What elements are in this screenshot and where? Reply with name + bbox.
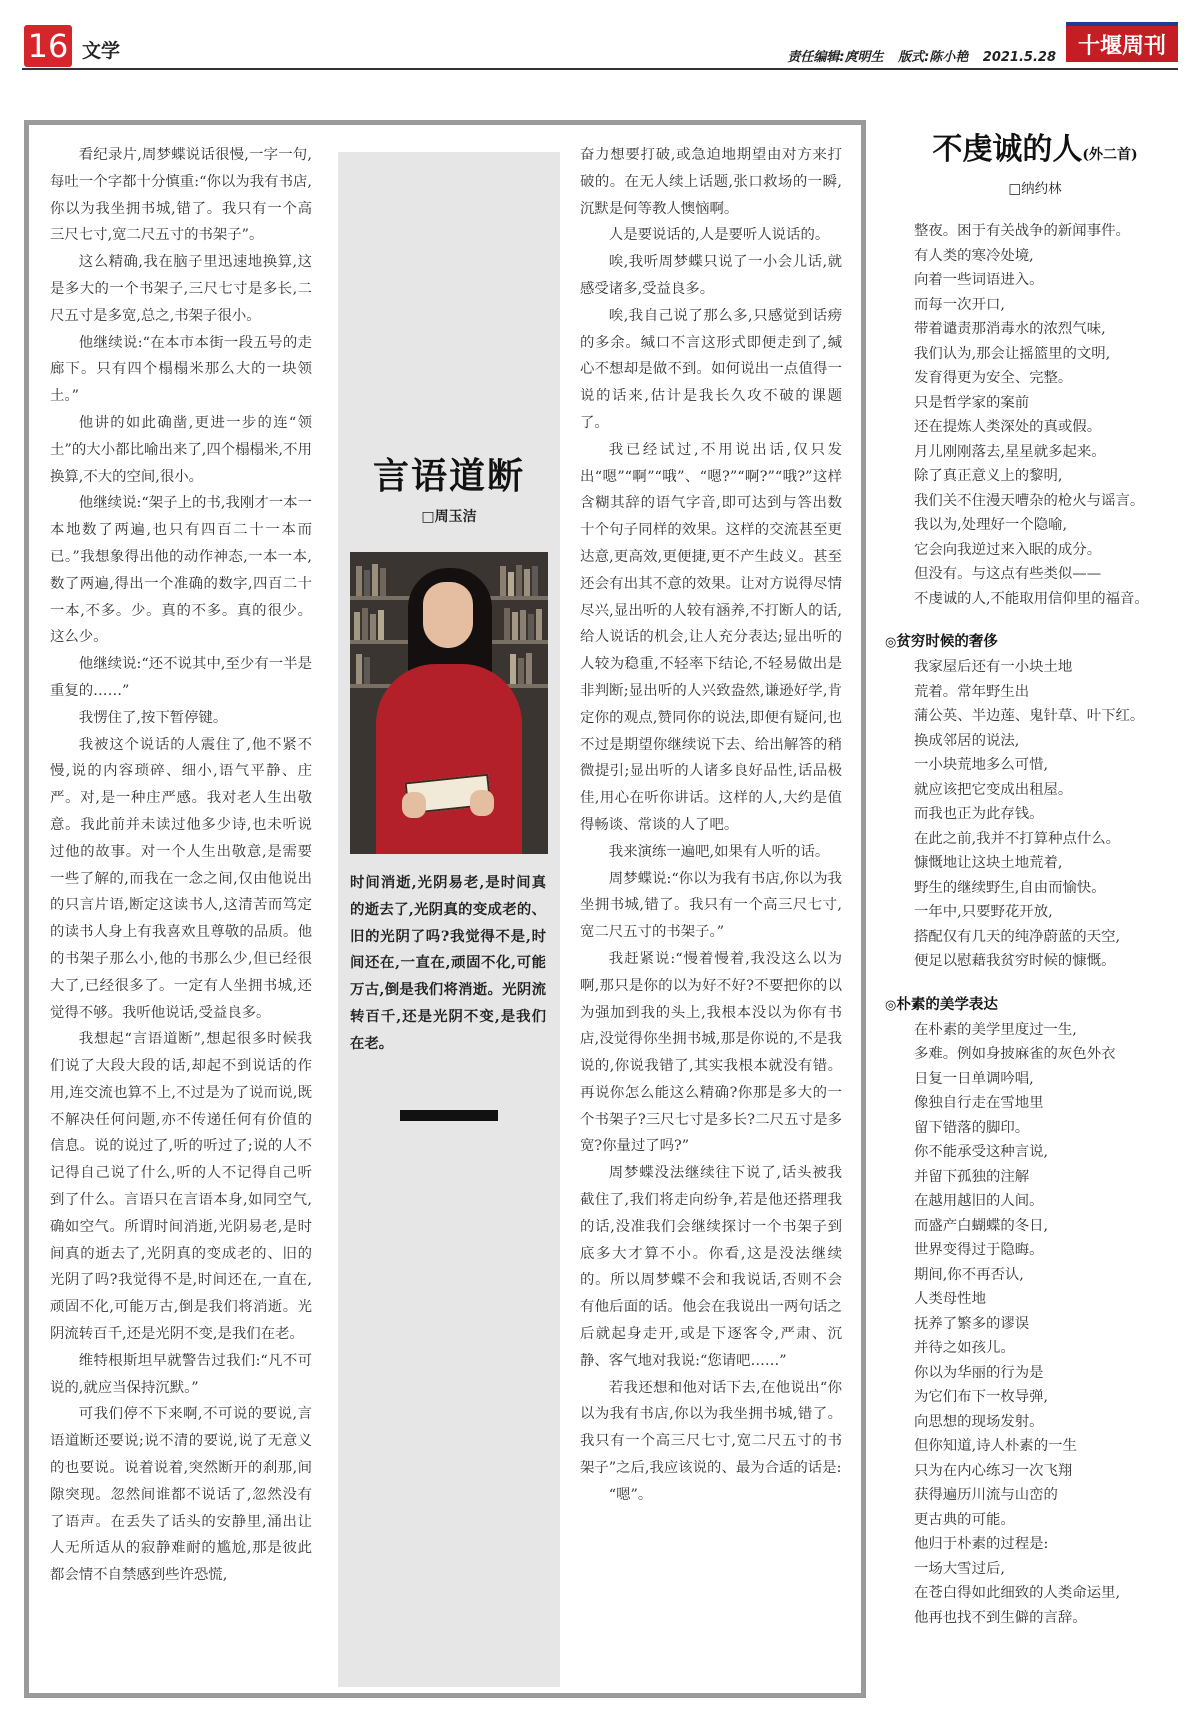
poem-line: 月儿刚刚落去,星星就多起来。 — [914, 443, 1106, 460]
poem-line: 一小块荒地多么可惜, — [914, 757, 1049, 773]
paragraph: 他继续说:“架子上的书,我刚才一本一本地数了两遍,也只有四百二十一本而已。”我想象得出他的动作神态,一本一本,数了两遍,得出一个准确的数字,四百二十一本,不多。少。真的不多。真的很少。这么少。 — [50, 495, 312, 646]
poem-2-title: 贫穷时候的奢侈 — [896, 633, 998, 650]
poem-line: 除了真正意义上的黎明, — [914, 468, 1063, 484]
paragraph: 唉,我自己说了那么多,只感觉到话痨的多余。缄口不言这形式即便走到了,缄心不想却是做不到。如何说出一点值得一说的话来,估计是我长久攻不破的课题了。 — [580, 307, 842, 431]
paragraph: 若我还想和他对话下去,在他说出“你以为我有书店,你以为我坐拥书城,错了。我只有一个高三尺七寸,宽二尺五寸的书架子”之后,我应该说的、最为合适的话是: — [580, 1379, 842, 1477]
poem-line: 日复一日单调吟唱, — [914, 1070, 1034, 1087]
poem-line: 有人类的寒冷处境, — [914, 247, 1034, 264]
poem-line: 期间,你不再否认, — [914, 1266, 1024, 1283]
poem-3-heading — [885, 993, 1185, 1018]
poem-author: □纳约林 — [1008, 181, 1062, 197]
poem-line: 世界变得过于隐晦。 — [914, 1242, 1044, 1258]
paragraph: 这么精确,我在脑子里迅速地换算,这是多大的一个书架子,三尺七寸是多长,二尺五寸是多宽,总之,书架子很小。 — [50, 254, 312, 324]
poem-3-title: 朴素的美学表达 — [896, 995, 998, 1013]
section-name: 文学 — [82, 40, 121, 62]
paragraph: 我愣住了,按下暂停键。 — [78, 709, 228, 726]
editor-info — [777, 46, 1056, 65]
paragraph: 我来演练一遍吧,如果有人听的话。 — [608, 843, 830, 860]
poem-line: 他再也找不到生僻的言辞。 — [914, 1609, 1087, 1626]
poem-line: 蒲公英、半边莲、鬼针草、叶下红。 — [914, 708, 1145, 724]
poem-line: 不虔诚的人,不能取用信仰里的福音。 — [914, 590, 1149, 607]
poem-title — [885, 130, 1185, 175]
paragraph: 我已经试过,不用说出话,仅只发出“嗯”“啊”“哦”、“嗯?”“啊?”“哦?”这样含糊其辞的语气字音,即可达到与答出数十个句子同样的效果。这样的交流甚至更达意,更高效,更便捷,更不产生歧义。甚至还会有出其不意的效果。让对方说得尽情尽兴,显出听的人较有涵养,不打断人的话,给人说话的机会,让人充分表达;显出听的人较为稳重,不轻率下结论,不轻易做出是非判断;显出听的人兴致盎然,谦逊好学,肯定你的观点,赞同你的说法,即便有疑问,也不过是期望你继续说下去、给出解答的稍微提引;显出听的人诸多良好品性,话品极佳,用心在听你讲话。这样的人,大约是值得畅谈、常谈的人了吧。 — [580, 441, 842, 833]
bullet-icon: ◎ — [885, 997, 897, 1013]
essay-column-1 — [50, 142, 312, 1589]
poems-section — [885, 130, 1185, 1630]
pull-quote: 时间消逝,光阴易老,是时间真的逝去了,光阴真的变成老的、旧的光阴了吗?我觉得不是,时间还在,一直在,顽固不化,可能万古,倒是我们将消逝。光阴流转百千,还是光阴不变,是我们在老。 — [350, 874, 546, 1052]
poem-title-main: 不虔诚的人 — [932, 132, 1083, 167]
paragraph: 他继续说:“在本市本街一段五号的走廊下。只有四个榻榻米那么大的一块领土。” — [50, 334, 312, 405]
poem-line: 它会向我逆过来入眠的成分。 — [914, 541, 1102, 558]
poem-1 — [885, 219, 1185, 611]
paragraph: “嗯”。 — [608, 1486, 653, 1503]
poem-line: 人类母性地 — [914, 1291, 986, 1307]
poem-line: 但没有。与这点有些类似—— — [914, 566, 1102, 582]
poem-line: 搭配仅有几天的纯净蔚蓝的天空, — [914, 928, 1121, 945]
poem-line: 像独自行走在雪地里 — [914, 1095, 1044, 1111]
poem-line: 他归于朴素的过程是: — [914, 1536, 1049, 1552]
poem-line: 慷慨地让这块土地荒着, — [914, 855, 1063, 871]
paragraph: 奋力想要打破,或急迫地期望由对方来打破的。在无人续上话题,张口救场的一瞬,沉默是何等教人懊恼啊。 — [580, 147, 842, 217]
poem-line: 向着一些词语进入。 — [914, 272, 1044, 288]
poem-line: 野生的继续野生,自由而愉快。 — [914, 879, 1106, 896]
poem-2 — [885, 655, 1185, 974]
poem-line: 在朴素的美学里度过一生, — [914, 1021, 1077, 1038]
poem-line: 整夜。困于有关战争的新闻事件。 — [914, 223, 1130, 239]
essay-column-3 — [580, 142, 842, 1509]
poem-line: 并待之如孩儿。 — [914, 1340, 1015, 1356]
poem-line: 还在提炼人类深处的真或假。 — [914, 419, 1102, 435]
layout-credit: 版式:陈小艳 — [898, 50, 969, 65]
poem-line: 只为在内心练习一次飞翔 — [914, 1462, 1073, 1479]
poem-line: 便足以慰藉我贫穷时候的慷慨。 — [914, 953, 1116, 969]
paragraph: 可我们停不下来啊,不可说的要说,言语道断还要说;说不清的要说,说了无意义的也要说。说着说着,突然断开的刹那,间隙突现。忽然间谁都不说话了,忽然没有了语声。在丢失了话头的安静里,涌出让人无所适从的寂静难耐的尴尬,那是彼此都会情不自禁感到些许恐慌, — [50, 1406, 312, 1584]
poem-title-note: (外二首) — [1082, 147, 1138, 163]
decorative-bar — [400, 1110, 498, 1121]
paragraph: 唉,我听周梦蝶只说了一小会儿话,就感受诸多,受益良多。 — [580, 254, 842, 297]
page-number: 16 — [24, 25, 72, 67]
poem-line: 获得遍历川流与山峦的 — [914, 1487, 1058, 1503]
essay-author: □周玉洁 — [421, 509, 477, 525]
poem-line: 荒着。常年野生出 — [914, 683, 1030, 700]
essay-title: 言语道断 — [372, 455, 525, 497]
poem-line: 我家屋后还有一小块土地 — [914, 659, 1073, 675]
poem-line: 换成邻居的说法, — [914, 732, 1020, 749]
paragraph: 我想起“言语道断”,想起很多时候我们说了大段大段的话,却起不到说话的作用,连交流也算不上,不过是为了说而说,既不解决任何问题,亦不传递任何有价值的信息。说的说过了,听的听过了;说的人不记得自己说了什么,听的人不记得自己听到了什么。言语只在言语本身,如同空气,确如空气。所谓时间消逝,光阴易老,是时间真的逝去了,光阴真的变成老的、旧的光阴了吗?我觉得不是,时间还在,一直在,顽固不化,可能万古,倒是我们将消逝。光阴流转百千,还是光阴不变,是我们在老。 — [50, 1031, 312, 1343]
poem-line: 我们认为,那会让摇篮里的文明, — [914, 345, 1111, 362]
poem-line: 留下错落的脚印。 — [914, 1119, 1030, 1136]
poem-line: 就应该把它变成出租屋。 — [914, 781, 1073, 798]
poem-line: 更古典的可能。 — [914, 1511, 1015, 1528]
poem-line: 而我也正为此存钱。 — [914, 806, 1044, 822]
poem-line: 我以为,处理好一个隐喻, — [914, 517, 1068, 533]
newspaper-logo: 十堰周刊 — [1066, 22, 1178, 62]
paragraph: 看纪录片,周梦蝶说话很慢,一字一句,每吐一个字都十分慎重:“你以为我有书店,你以为我坐拥书城,错了。我只有一个高三尺七寸,宽二尺五寸的书架子”。 — [50, 147, 312, 244]
poem-line: 你以为华丽的行为是 — [914, 1364, 1044, 1381]
poem-line: 在此之前,我并不打算种点什么。 — [914, 830, 1121, 847]
poem-line: 在苍白得如此细致的人类命运里, — [914, 1585, 1121, 1601]
paragraph: 周梦蝶说:“你以为我有书店,你以为我坐拥书城,错了。我只有一个高三尺七寸,宽二尺五寸的书架子。” — [580, 870, 842, 941]
paragraph: 他讲的如此确凿,更进一步的连“领土”的大小都比喻出来了,四个榻榻米,不用换算,不大的空间,很小。 — [50, 414, 312, 485]
paragraph: 维特根斯坦早就警告过我们:“凡不可说的,就应当保持沉默。” — [50, 1352, 312, 1396]
bullet-icon: ◎ — [885, 635, 897, 650]
poem-line: 带着谴责那消毒水的浓烈气味, — [914, 321, 1106, 337]
poem-line: 抚养了繁多的谬误 — [914, 1315, 1030, 1332]
poem-line: 向思想的现场发射。 — [914, 1413, 1044, 1430]
poem-line: 发育得更为安全、完整。 — [914, 370, 1073, 386]
editor-credit: 责任编辑:庹明生 — [787, 50, 884, 65]
paragraph: 人是要说话的,人是要听人说话的。 — [608, 227, 830, 244]
poem-line: 一场大雪过后, — [914, 1560, 1005, 1577]
author-photo — [350, 552, 548, 854]
poem-line: 而每一次开口, — [914, 296, 1005, 313]
poem-line: 你不能承受这种言说, — [914, 1144, 1049, 1160]
paragraph: 周梦蝶没法继续往下说了,话头被我截住了,我们将走向纷争,若是他还搭理我的话,没准我们会继续探讨一个书架子到底多大才算不小。你看,这是没法继续的。所以周梦蝶不会和我说话,否则不会有他后面的话。他会在我说出一两句话之后就起身走开,或是下逐客令,严肃、沉静、客气地对我说:“您请吧……” — [580, 1165, 842, 1369]
poem-line: 一年中,只要野花开放, — [914, 904, 1053, 920]
poem-line: 而盛产白蝴蝶的冬日, — [914, 1217, 1049, 1234]
poem-line: 为它们布下一枚导弹, — [914, 1389, 1049, 1405]
poem-line: 并留下孤独的注解 — [914, 1168, 1030, 1185]
poem-line: 只是哲学家的案前 — [914, 394, 1030, 411]
paragraph: 我被这个说话的人震住了,他不紧不慢,说的内容琐碎、细小,语气平静、庄严。对,是一种庄严感。我对老人生出敬意。我此前并未读过他多少诗,也未听说过他的故事。对一个人生出敬意,是需要一些了解的,而我在一念之间,仅由他说出的只言片语,断定这读书人,这清苦而笃定的读书人身上有我喜欢且尊敬的品质。他的书架子那么小,他的书那么少,但已经很大了,已经很多了。一定有人坐拥书城,还觉得不够。我听他说话,受益良多。 — [50, 736, 312, 1021]
poem-line: 多难。例如身披麻雀的灰色外衣 — [914, 1046, 1116, 1062]
poem-line: 但你知道,诗人朴素的一生 — [914, 1438, 1077, 1454]
paragraph: 他继续说:“还不说其中,至少有一半是重复的……” — [50, 656, 312, 699]
poem-2-heading — [885, 630, 1185, 655]
poem-line: 在越用越旧的人间。 — [914, 1193, 1044, 1209]
issue-date: 2021.5.28 — [982, 50, 1056, 65]
poem-line: 我们关不住漫天嘈杂的枪火与谣言。 — [914, 492, 1145, 509]
paragraph: 我赶紧说:“慢着慢着,我没这么以为啊,那只是你的以为好不好?不要把你的以为强加到我的头上,我根本没以为你有书店,没觉得你坐拥书城,那是你说的,不是我说的,你说我错了,其实我根本就没有错。再说你怎么能这么精确?你那是多大的一个书架子?三尺七寸是多长?二尺五寸是多宽?你量过了吗?” — [580, 950, 842, 1155]
header-rule — [22, 68, 1178, 70]
page-header — [22, 20, 1178, 72]
poem-3 — [885, 1018, 1185, 1631]
essay-title-panel — [338, 152, 560, 1687]
